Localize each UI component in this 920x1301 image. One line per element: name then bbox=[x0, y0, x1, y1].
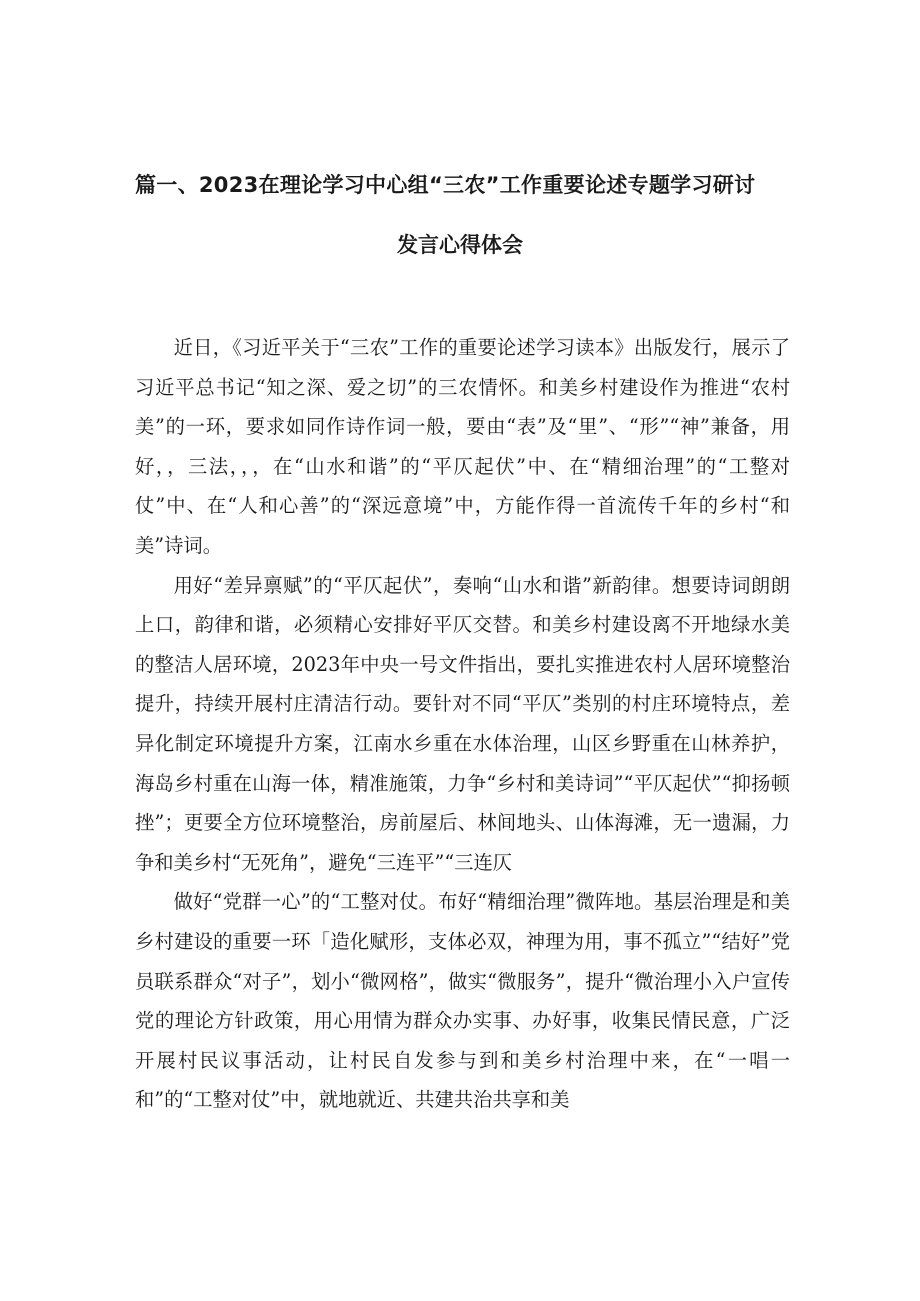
paragraph: 做好“党群一心”的“工整对仗。布好“精细治理”微阵地。基层治理是和美乡村建设的重要一环「造化赋形，支体必双，神理为用，事不孤立”“结好”党员联系群众“对子”，划小“微网格”，做实“微服务”，提升“微治理小入户宣传党的理论方针政策，用心用情为群众办实事、办好事，收集民情民意，广泛开展村民议事活动，让村民自发参与到和美乡村治理中来，在“一唱一和”的“工整对仗”中，就地就近、共建共治共享和美 bbox=[135, 890, 790, 1112]
paragraph: 用好“差异禀赋”的“平仄起伏”，奏响“山水和谐”新韵律。想要诗词朗朗上口，韵律和谐，必须精心安排好平仄交替。和美乡村建设离不开地绿水美的整洁人居环境，2023年中央一号文件指出，要扎实推进农村人居环境整治提升，持续开展村庄清洁行动。要针对不同“平仄”类别的村庄环境特点，差异化制定环境提升方案，江南水乡重在水体治理，山区乡野重在山林养护，海岛乡村重在山海一体，精准施策，力争“乡村和美诗词”“平仄起伏”“抑扬顿挫”；更要全方位环境整治，房前屋后、林间地头、山体海滩，无一遗漏，力争和美乡村“无死角”，避免“三连平”“三连仄 bbox=[135, 573, 790, 874]
document-subtitle: 发言心得体会 bbox=[397, 233, 523, 257]
document-body bbox=[135, 328, 790, 1120]
document-title: 篇一、2023在理论学习中心组“三农”工作重要论述专题学习研讨 bbox=[135, 173, 756, 197]
paragraph: 近日，《习近平关于“三农”工作的重要论述学习读本》出版发行，展示了习近平总书记“知之深、爱之切”的三农情怀。和美乡村建设作为推进“农村美”的一环，要求如同作诗作词一般，要由“表”及“里”、“形”“神”兼备，用好，，三法，，，在“山水和谐”的“平仄起伏”中、在“精细治理”的“工整对仗”中、在“人和心善”的“深远意境”中，方能作得一首流传千年的乡村“和美”诗词。 bbox=[135, 336, 790, 557]
